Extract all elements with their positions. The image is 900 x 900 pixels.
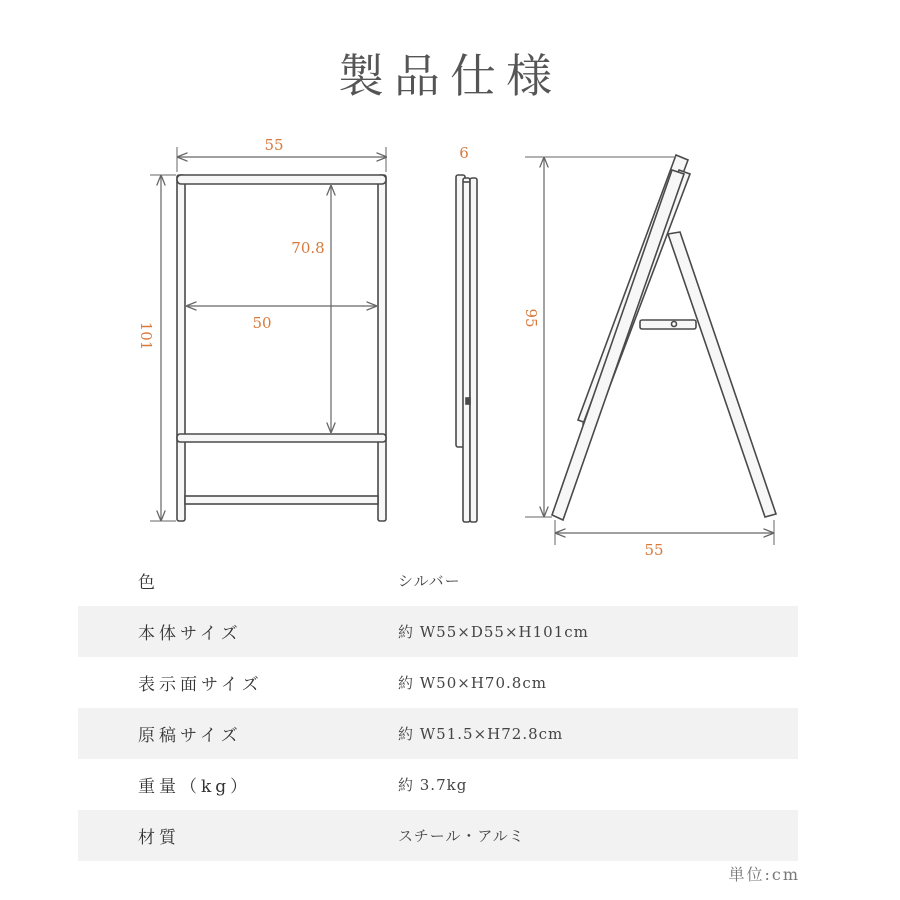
spec-row-display-size xyxy=(78,657,798,708)
dim-label-side-depth: 6 xyxy=(459,144,469,162)
page-title: 製品仕様 xyxy=(338,49,562,103)
side-view-folded xyxy=(456,175,477,522)
dim-label-open-height: 95 xyxy=(522,308,540,328)
spec-row-body-size xyxy=(78,606,798,657)
spec-label: 重量（kg） xyxy=(138,777,252,797)
spec-value: スチール・アルミ xyxy=(398,827,525,845)
side-view-open xyxy=(552,155,776,520)
spec-value: 約 W50×H70.8cm xyxy=(398,674,547,692)
spec-label: 原稿サイズ xyxy=(138,726,242,746)
spec-value: 約 W51.5×H72.8cm xyxy=(398,725,564,743)
dim-label-display-height: 70.8 xyxy=(291,239,325,257)
dim-label-display-width: 50 xyxy=(252,314,272,332)
spec-label: 本体サイズ xyxy=(138,624,242,644)
dim-label-front-height: 101 xyxy=(137,321,155,351)
spec-value: 約 3.7kg xyxy=(398,776,468,794)
front-view xyxy=(177,175,386,521)
spec-row-material xyxy=(78,810,798,861)
spec-row-weight xyxy=(78,759,798,810)
spec-value: 約 W55×D55×H101cm xyxy=(398,623,589,641)
spec-label: 材質 xyxy=(138,828,180,848)
spec-row-manuscript-size xyxy=(78,708,798,759)
spec-value: シルバー xyxy=(398,572,461,590)
dim-label-open-depth: 55 xyxy=(644,541,664,559)
spec-row-color xyxy=(78,555,798,606)
unit-note: 単位:cm xyxy=(728,865,800,884)
spec-label: 表示面サイズ xyxy=(138,675,263,695)
spec-table xyxy=(78,555,798,861)
dim-label-front-width: 55 xyxy=(264,136,284,154)
spec-label: 色 xyxy=(138,573,159,593)
